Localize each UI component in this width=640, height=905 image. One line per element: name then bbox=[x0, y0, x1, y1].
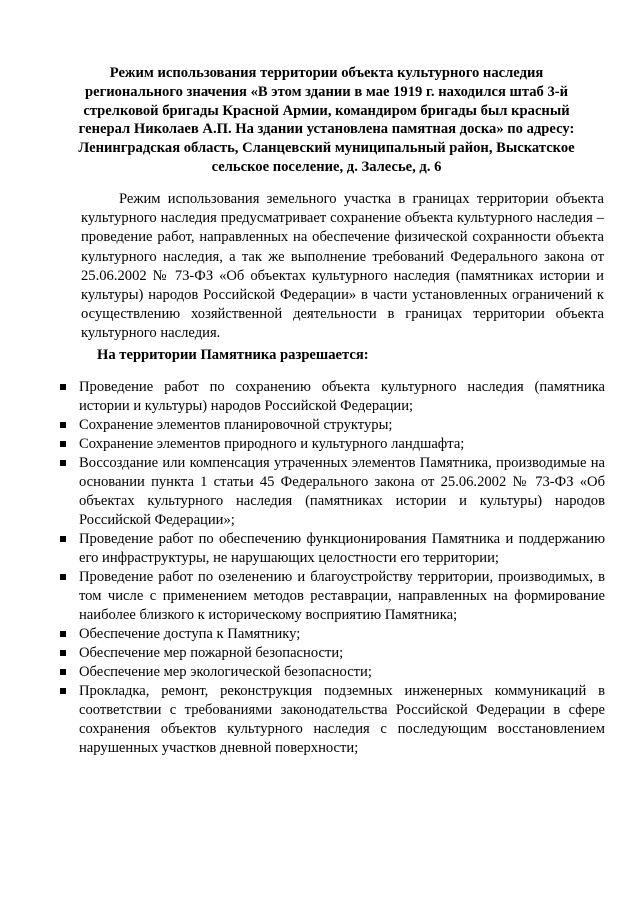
list-item bbox=[60, 663, 605, 682]
list-item-text: Проведение работ по обеспечению функционирования Памятника и поддержанию его инфраструктуры, не нарушающих целостности его территории; bbox=[79, 531, 605, 566]
bullet-icon bbox=[60, 441, 66, 447]
list-item-text: Прокладка, ремонт, реконструкция подземных инженерных коммуникаций в соответствии с требованиями законодательства Российской Федерации в сфере сохранения объектов культурного наследия с последующим восстановлением нарушенных участков дневной поверхности; bbox=[79, 683, 605, 756]
list-item bbox=[60, 454, 605, 530]
bullet-icon bbox=[60, 460, 66, 466]
list-item-text: Обеспечение мер пожарной безопасности; bbox=[79, 645, 344, 661]
list-item-text: Проведение работ по озеленению и благоустройству территории, производимых, в том числе с применением методов реставрации, направленных на формирование наиболее близкого к историческому восприятию Памятника; bbox=[79, 569, 605, 623]
list-item bbox=[60, 530, 605, 568]
allowed-heading: На территории Памятника разрешается: bbox=[97, 347, 369, 363]
bullet-icon bbox=[60, 384, 66, 390]
intro-paragraph: Режим использования земельного участка в границах территории объекта культурного наследия предусматривает сохранение объекта культурного наследия – проведение работ, направленных на обеспечение физической сохранности объекта культурного наследия, а так же выполнение требований Федерального закона от 25.06.2002 № 73-ФЗ «Об объектах культурного наследия (памятниках истории и культуры) народов Российской Федерации» в части установленных ограничений к осуществлению хозяйственной деятельности в границах территории объекта культурного наследия. bbox=[81, 191, 604, 342]
list-item-text: Проведение работ по сохранению объекта культурного наследия (памятника истории и культуры) народов Российской Федерации; bbox=[79, 379, 605, 414]
list-item bbox=[60, 568, 605, 625]
list-item-text: Обеспечение доступа к Памятнику; bbox=[79, 626, 301, 642]
list-item bbox=[60, 644, 605, 663]
list-item-text: Сохранение элементов природного и культурного ландшафта; bbox=[79, 436, 465, 452]
bullet-icon bbox=[60, 688, 66, 694]
list-item bbox=[60, 378, 605, 416]
list-item bbox=[60, 435, 605, 454]
bullet-icon bbox=[60, 574, 66, 580]
list-item-text: Воссоздание или компенсация утраченных элементов Памятника, производимые на основании пункта 1 статьи 45 Федерального закона от 25.06.2002 № 73-ФЗ «Об объектах культурного наследия (памятниках истории и культуры) народов Российской Федерации»; bbox=[79, 455, 605, 528]
list-item bbox=[60, 416, 605, 435]
bullet-icon bbox=[60, 631, 66, 637]
list-item-text: Сохранение элементов планировочной структуры; bbox=[79, 417, 393, 433]
list-item bbox=[60, 625, 605, 644]
document-title: Режим использования территории объекта культурного наследия регионального значения «В этом здании в мае 1919 г. находился штаб 3-й стрелковой бригады Красной Армии, командиром бригады был красный генерал Николаев А.П. На здании установлена памятная доска» по адресу: Ленинградская область, Сланцевский муниципальный район, Выскатское сельское поселение, д. Залесье, д. 6 bbox=[78, 65, 575, 175]
bullet-icon bbox=[60, 422, 66, 428]
list-item-text: Обеспечение мер экологической безопасности; bbox=[79, 664, 372, 680]
bullet-icon bbox=[60, 536, 66, 542]
bullet-icon bbox=[60, 669, 66, 675]
bullet-icon bbox=[60, 650, 66, 656]
list-item bbox=[60, 682, 605, 758]
allowed-list bbox=[60, 378, 605, 758]
